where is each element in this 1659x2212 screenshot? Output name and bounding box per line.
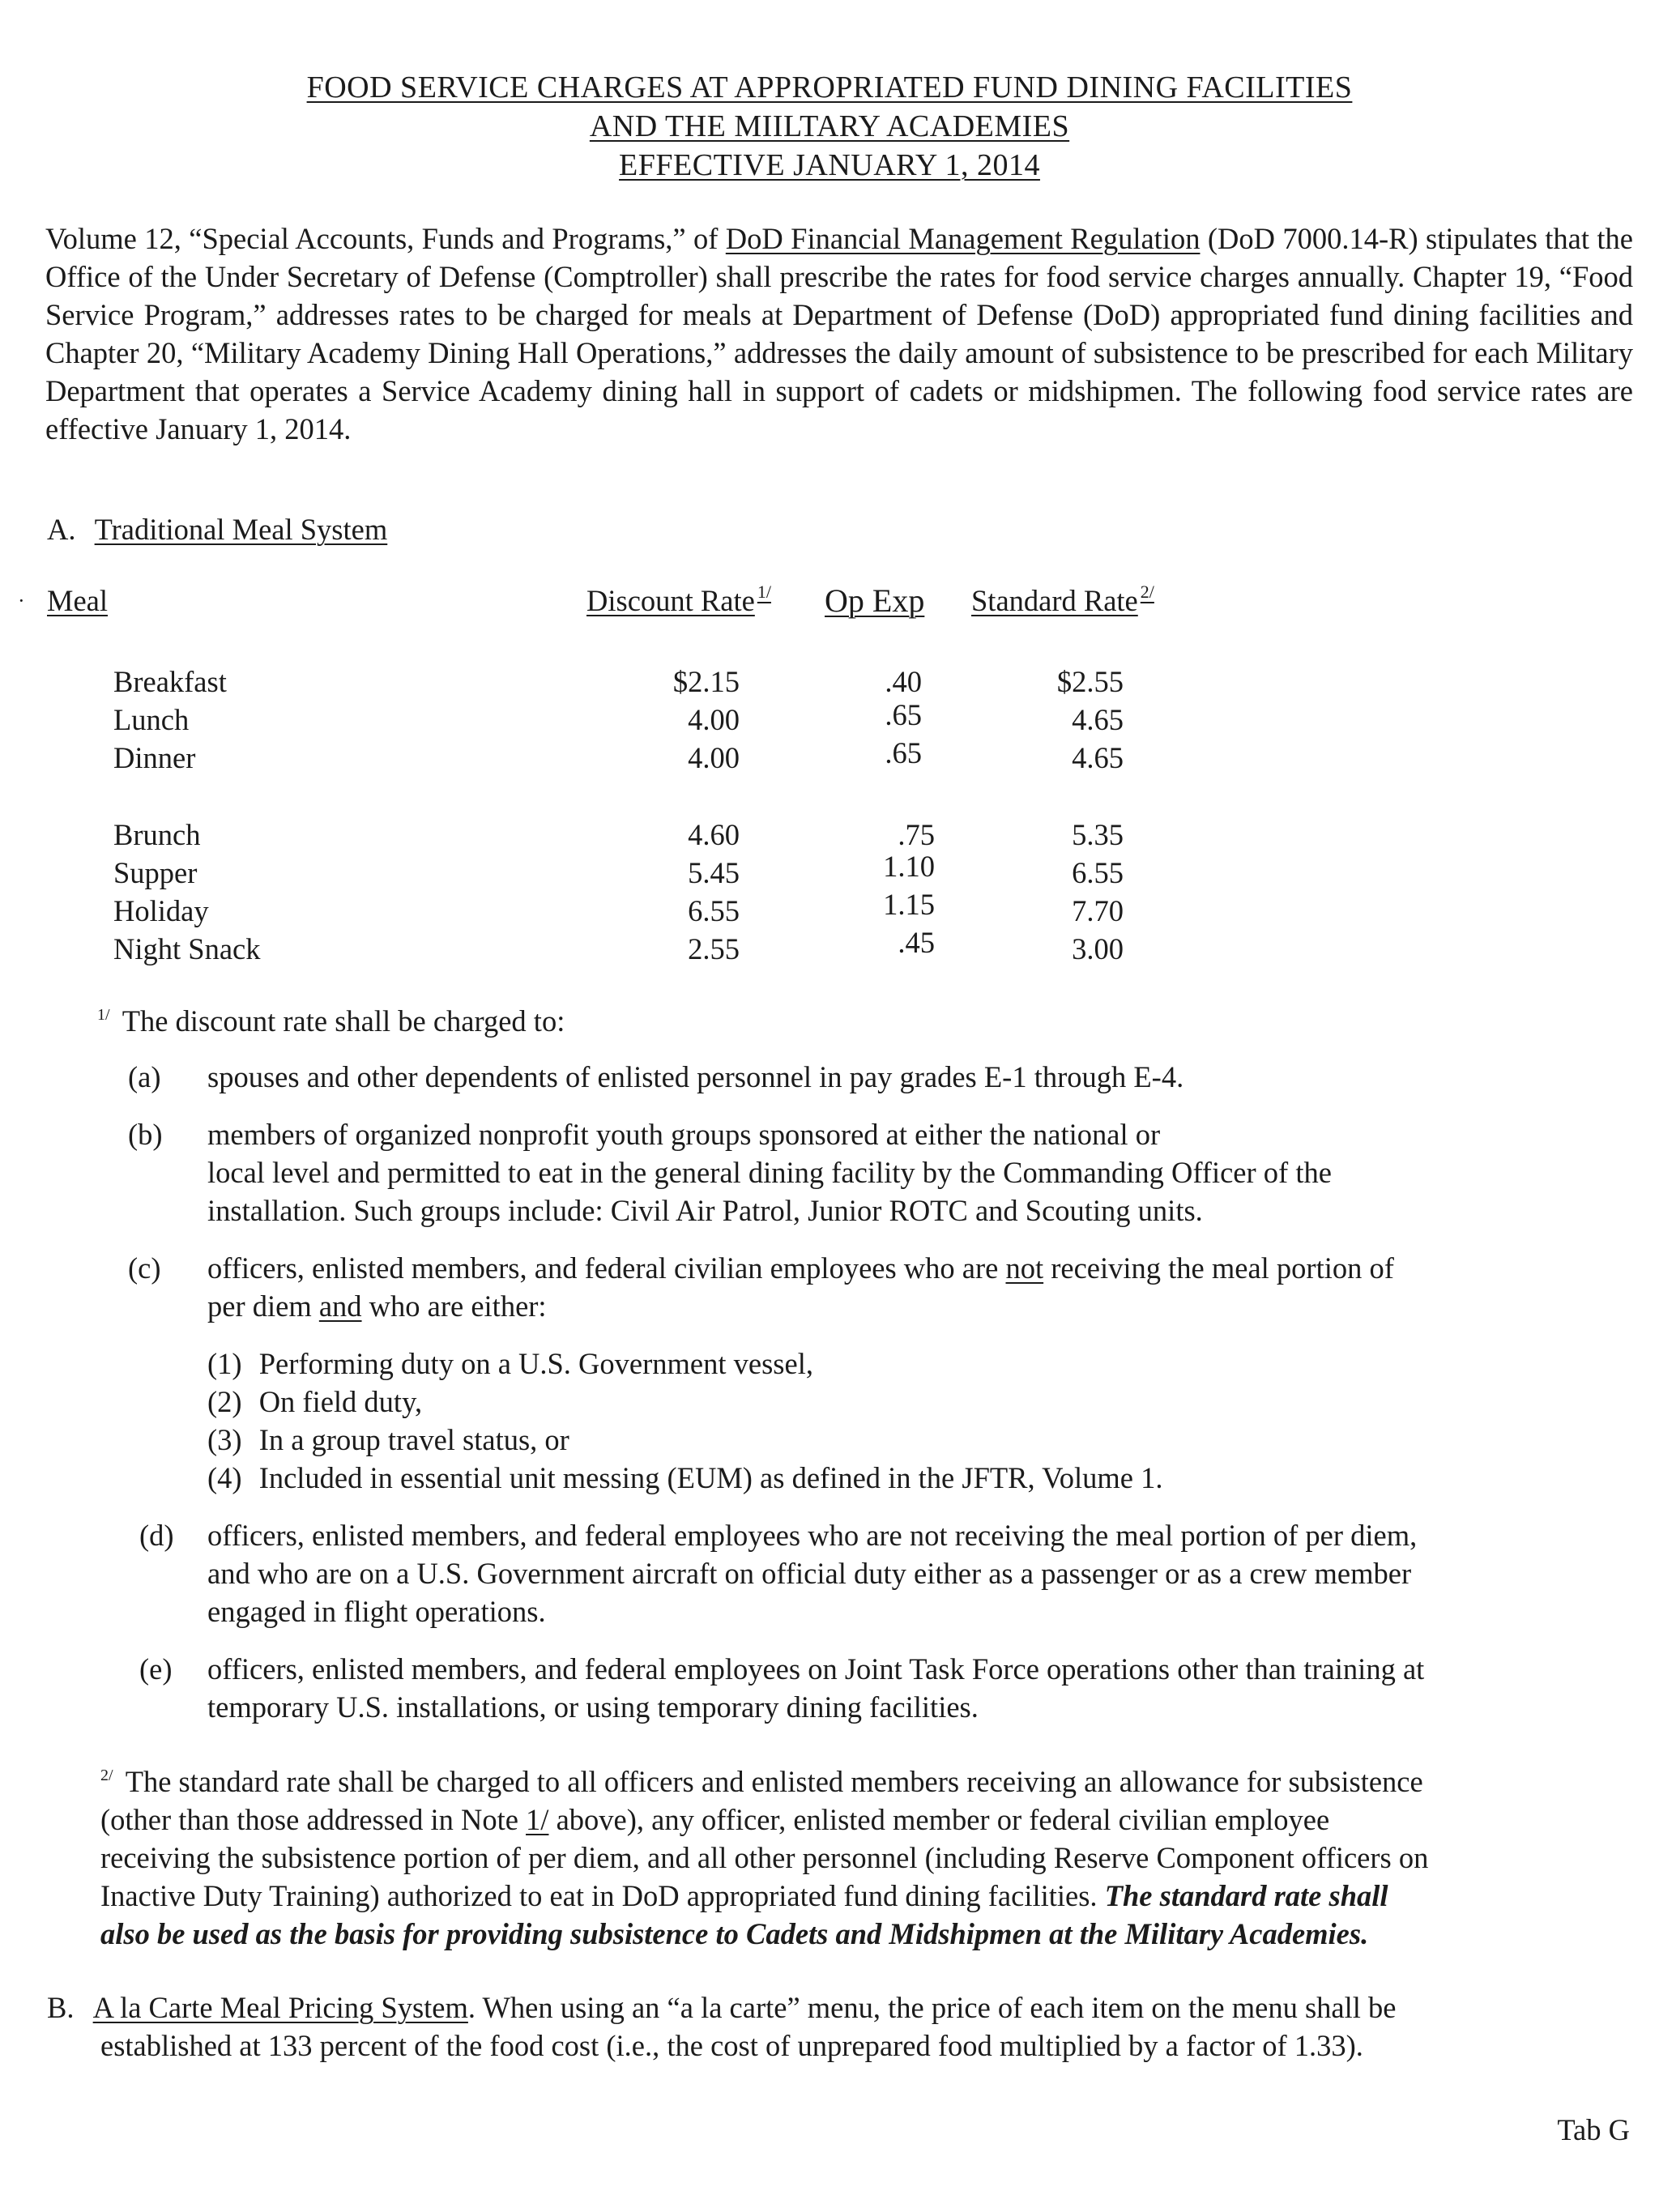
discount-rate-cell: 4.60 — [688, 818, 740, 851]
section-a-heading — [47, 510, 387, 548]
note-1-intro-text: The discount rate shall be charged to: — [122, 1004, 565, 1038]
note-2-line-1-text: The standard rate shall be charged to all officers and enlisted members receiving an allowance for subsistence — [125, 1765, 1423, 1798]
note-2-marker: 2/ — [100, 1767, 113, 1784]
note-1-marker: 1/ — [97, 1006, 110, 1024]
meal-name: Lunch — [113, 703, 190, 736]
item-c-emphasis-and: and — [318, 1289, 362, 1323]
meal-name: Night Snack — [113, 932, 261, 965]
standard-rate-cell: 4.65 — [1072, 741, 1124, 774]
op-exp-cell: .40 — [885, 665, 922, 698]
header-meal: Meal — [47, 584, 108, 617]
section-b-line-2: established at 133 percent of the food cost (i.e., the cost of unprepared food multiplied by a factor of 1.33). — [100, 2029, 1363, 2062]
regulation-title: DoD Financial Management Regulation — [725, 222, 1201, 255]
section-b-line-1 — [47, 1988, 1396, 2027]
meal-name: Dinner — [113, 741, 196, 774]
standard-rate-cell: 4.65 — [1072, 703, 1124, 736]
meal-name: Holiday — [113, 894, 209, 927]
op-exp-cell: .65 — [885, 698, 922, 731]
section-b-line-1-text: . When using an “a la carte” menu, the price of each item on the menu shall be — [467, 1991, 1397, 2024]
item-c-line2-pre: per diem — [207, 1289, 319, 1323]
section-b-prefix: B. — [47, 1991, 75, 2024]
item-a-text: spouses and other dependents of enlisted personnel in pay grades E-1 through E-4. — [207, 1060, 1184, 1093]
subitem-text: On field duty, — [258, 1385, 423, 1418]
standard-rate-cell: 5.35 — [1072, 818, 1124, 851]
discount-rate-cell: 2.55 — [688, 932, 740, 965]
header-standard-note: 2/ — [1140, 582, 1154, 602]
intro-paragraph — [45, 219, 1633, 448]
item-c-text-pre: officers, enlisted members, and federal civilian employees who are — [207, 1251, 1006, 1285]
item-e-label: (e) — [139, 1652, 173, 1686]
standard-rate-cell: 7.70 — [1072, 894, 1124, 927]
note-1-intro — [97, 1002, 565, 1046]
header-standard-label: Standard Rate — [971, 584, 1138, 617]
op-exp-cell: .65 — [885, 736, 922, 769]
note-2-line-3: receiving the subsistence portion of per diem, and all other personnel (including Reserve Component officers on — [100, 1841, 1429, 1874]
subitem-text: In a group travel status, or — [258, 1423, 569, 1456]
item-b-line-2: local level and permitted to eat in the general dining facility by the Commanding Officer of the — [207, 1156, 1332, 1189]
header-discount-rate — [586, 582, 771, 624]
item-c-line-1 — [207, 1249, 1394, 1287]
note-2-line-2-pre: (other than those addressed in Note — [100, 1803, 527, 1836]
subitem-text: Performing duty on a U.S. Government vessel, — [258, 1347, 813, 1380]
op-exp-cell: 1.10 — [883, 850, 935, 883]
header-discount-label: Discount Rate — [586, 584, 755, 617]
item-e-line-1: officers, enlisted members, and federal employees on Joint Task Force operations other than training at — [207, 1652, 1425, 1686]
note-2-emphasis-end: also be used as the basis for providing subsistence to Cadets and Midshipmen at the Military Academies. — [100, 1917, 1369, 1950]
subitem-4 — [207, 1459, 1163, 1497]
header-discount-note: 1/ — [757, 582, 771, 602]
item-c-line-2 — [207, 1287, 547, 1325]
item-d-label: (d) — [139, 1519, 174, 1552]
standard-rate-cell: 6.55 — [1072, 856, 1124, 889]
standard-rate-cell: $2.55 — [1056, 665, 1124, 698]
section-a-title: Traditional Meal System — [94, 513, 388, 546]
item-c-line2-post: who are either: — [361, 1289, 547, 1323]
item-b-label: (b) — [128, 1118, 163, 1151]
section-a-prefix: A. — [47, 513, 76, 546]
item-d-line-2: and who are on a U.S. Government aircraft on official duty either as a passenger or as a crew member — [207, 1557, 1412, 1590]
item-d-line-3: engaged in flight operations. — [207, 1595, 546, 1628]
header-op-exp: Op Exp — [825, 582, 925, 619]
intro-text-post: (DoD 7000.14-R) stipulates that the Office of the Under Secretary of Defense (Comptroller) shall prescribe the rates for food service charges annually. Chapter 19, “Food Service Program,” addresses rates to be charged for meals at Department of Defense (DoD) appropriated fund dining facilities and Chapter 20, “Military Academy Dining Hall Operations,” addresses the daily amount of subsistence to be prescribed for each Military Department that operates a Service Academy dining hall in support of cadets or midshipmen. The following food service rates are effective January 1, 2014. — [45, 222, 1634, 445]
subitem-1 — [207, 1345, 813, 1383]
item-d-line-1: officers, enlisted members, and federal employees who are not receiving the meal portion of per diem, — [207, 1519, 1418, 1552]
subitem-label: (1) — [207, 1347, 242, 1380]
meal-name: Brunch — [113, 818, 201, 851]
footer-tab-label: Tab G — [1557, 2113, 1630, 2146]
table-row — [0, 663, 1659, 701]
discount-rate-cell: 4.00 — [688, 741, 740, 774]
table-row — [0, 698, 1659, 739]
subitem-3 — [207, 1421, 569, 1459]
section-b-title: A la Carte Meal Pricing System — [92, 1991, 468, 2024]
note-2-emphasis-start: The standard rate shall — [1104, 1879, 1388, 1912]
note-2-line-1 — [100, 1762, 1423, 1806]
margin-dot: · — [18, 589, 25, 612]
discount-rate-cell: 4.00 — [688, 703, 740, 736]
title-line-1: FOOD SERVICE CHARGES AT APPROPRIATED FUND DINING FACILITIES — [306, 70, 1353, 104]
subitem-label: (3) — [207, 1423, 242, 1456]
table-row — [0, 926, 1659, 968]
item-b-line-3: installation. Such groups include: Civil Air Patrol, Junior ROTC and Scouting units. — [207, 1194, 1203, 1227]
discount-rate-cell: 6.55 — [688, 894, 740, 927]
item-c-text-mid: receiving the meal portion of — [1043, 1251, 1394, 1285]
note-2-line-2-post: above), any officer, enlisted member or federal civilian employee — [548, 1803, 1330, 1836]
standard-rate-cell: 3.00 — [1072, 932, 1124, 965]
item-a-label: (a) — [128, 1060, 161, 1093]
discount-rate-cell: 5.45 — [688, 856, 740, 889]
meal-name: Breakfast — [113, 665, 227, 698]
note-2-line-4 — [100, 1877, 1388, 1915]
subitem-2 — [207, 1383, 422, 1421]
op-exp-cell: 1.15 — [883, 888, 935, 921]
note-2-line-4-text: Inactive Duty Training) authorized to eat in DoD appropriated fund dining facilities. — [100, 1879, 1105, 1912]
op-exp-cell: .45 — [898, 926, 935, 959]
note-2-line-2 — [100, 1801, 1329, 1839]
subitem-label: (2) — [207, 1385, 242, 1418]
subitem-label: (4) — [207, 1461, 242, 1494]
intro-text-pre: Volume 12, “Special Accounts, Funds and Programs,” of — [45, 222, 726, 255]
header-standard-rate — [971, 582, 1154, 624]
title-line-2: AND THE MIILTARY ACADEMIES — [589, 109, 1070, 143]
title-line-3: EFFECTIVE JANUARY 1, 2014 — [619, 148, 1040, 182]
table-row — [0, 736, 1659, 777]
op-exp-cell: .75 — [898, 818, 935, 851]
item-b-line-1: members of organized nonprofit youth groups sponsored at either the national or — [207, 1118, 1161, 1151]
item-c-label: (c) — [128, 1251, 161, 1285]
item-c-emphasis-not: not — [1005, 1251, 1044, 1285]
meal-name: Supper — [113, 856, 198, 889]
item-e-line-2: temporary U.S. installations, or using temporary dining facilities. — [207, 1690, 979, 1724]
note-2-reference: 1/ — [526, 1803, 549, 1836]
subitem-text: Included in essential unit messing (EUM) as defined in the JFTR, Volume 1. — [258, 1461, 1163, 1494]
discount-rate-cell: $2.15 — [672, 665, 740, 698]
